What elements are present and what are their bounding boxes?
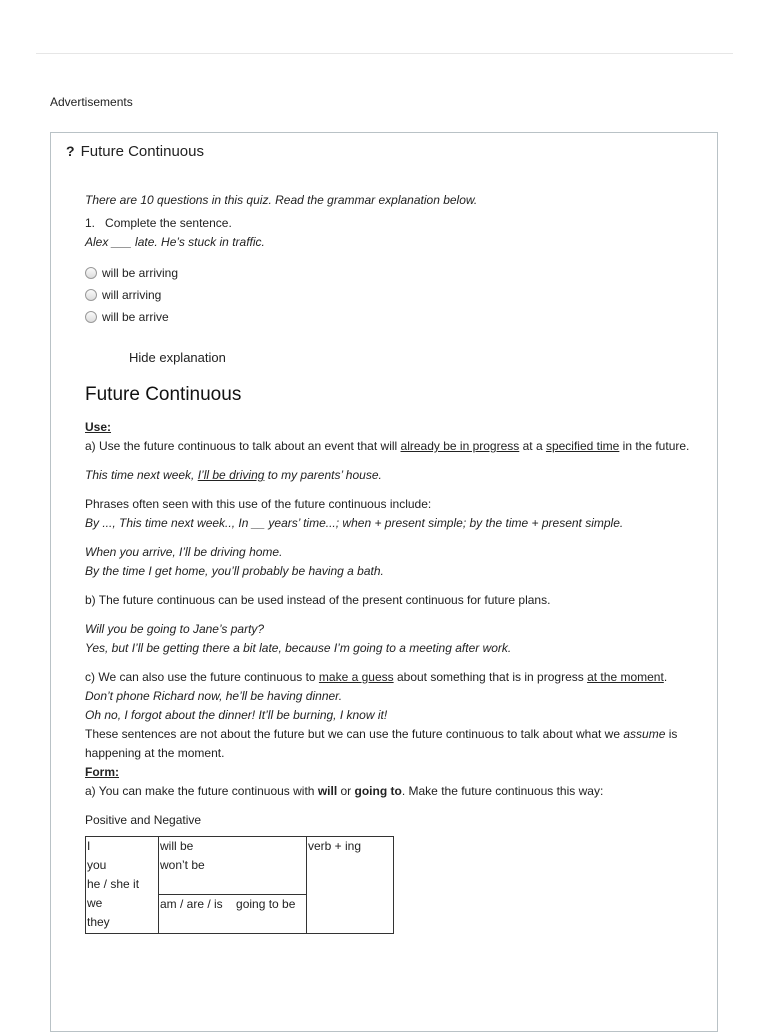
question-prompt xyxy=(85,214,695,233)
subjects-cell: I you he / she it we they xyxy=(86,837,159,934)
answer-options xyxy=(85,262,695,328)
quiz-content xyxy=(85,191,695,934)
quiz-title: Future Continuous xyxy=(80,143,204,160)
example-3: Will you be going to Jane’s party? Yes, but I’ll be getting there a bit late, because I’m going to a meeting after work. xyxy=(85,622,512,655)
top-divider xyxy=(36,53,733,54)
form-heading: Form: xyxy=(85,765,119,779)
question-prompt-text: Complete the sentence. xyxy=(105,216,232,230)
hide-explanation-link[interactable]: Hide explanation xyxy=(129,350,226,365)
explanation-title: Future Continuous xyxy=(85,384,242,405)
question-mark-icon: ? xyxy=(66,143,75,159)
option-label: will arriving xyxy=(102,287,162,302)
use-a-text: a) Use the future continuous to talk about an event that will already be in progress at a specified time in the future. xyxy=(85,439,690,453)
option-label: will be arrive xyxy=(102,309,169,324)
quiz-panel xyxy=(50,132,718,1032)
form-a-text: a) You can make the future continuous with will or going to. Make the future continuous this way: xyxy=(85,784,604,798)
quiz-intro: There are 10 questions in this quiz. Read the grammar explanation below. xyxy=(85,193,478,207)
going-to-cell: am / are / is going to be xyxy=(159,895,307,934)
positive-negative-label: Positive and Negative xyxy=(85,813,202,827)
question-number: 1. xyxy=(85,216,96,230)
radio-button[interactable] xyxy=(85,311,97,323)
use-heading: Use: xyxy=(85,420,112,434)
option-label: will be arriving xyxy=(102,265,179,280)
radio-button[interactable] xyxy=(85,267,97,279)
answer-option-3[interactable] xyxy=(85,306,695,328)
answer-option-1[interactable] xyxy=(85,262,695,284)
form-table xyxy=(85,836,394,934)
example-2: When you arrive, I’ll be driving home. By the time I get home, you’ll probably be having a bath. xyxy=(85,545,384,578)
phrases-block: Phrases often seen with this use of the future continuous include: By ..., This time next week.., In __ years’ time...; when + present simple; by the time + present simple. xyxy=(85,497,624,530)
quiz-header xyxy=(66,143,204,160)
example-1: This time next week, I’ll be driving to my parents’ house. xyxy=(85,468,382,482)
question-text: Alex ___ late. He’s stuck in traffic. xyxy=(85,235,265,249)
radio-button[interactable] xyxy=(85,289,97,301)
use-b-text: b) The future continuous can be used instead of the present continuous for future plans. xyxy=(85,593,551,607)
answer-option-2[interactable] xyxy=(85,284,695,306)
advertisements-label: Advertisements xyxy=(50,95,133,109)
will-forms-cell: will be won’t be xyxy=(159,837,307,895)
example-4-line-2: Oh no, I forgot about the dinner! It’ll be burning, I know it! xyxy=(85,708,388,722)
example-4-line-1: Don’t phone Richard now, he’ll be having dinner. xyxy=(85,689,343,703)
use-c-text: c) We can also use the future continuous to make a guess about something that is in progress at the moment. xyxy=(85,670,668,684)
verb-cell: verb + ing xyxy=(307,837,394,934)
use-note: These sentences are not about the future but we can use the future continuous to talk about what we assume is happening at the moment. xyxy=(85,727,678,760)
